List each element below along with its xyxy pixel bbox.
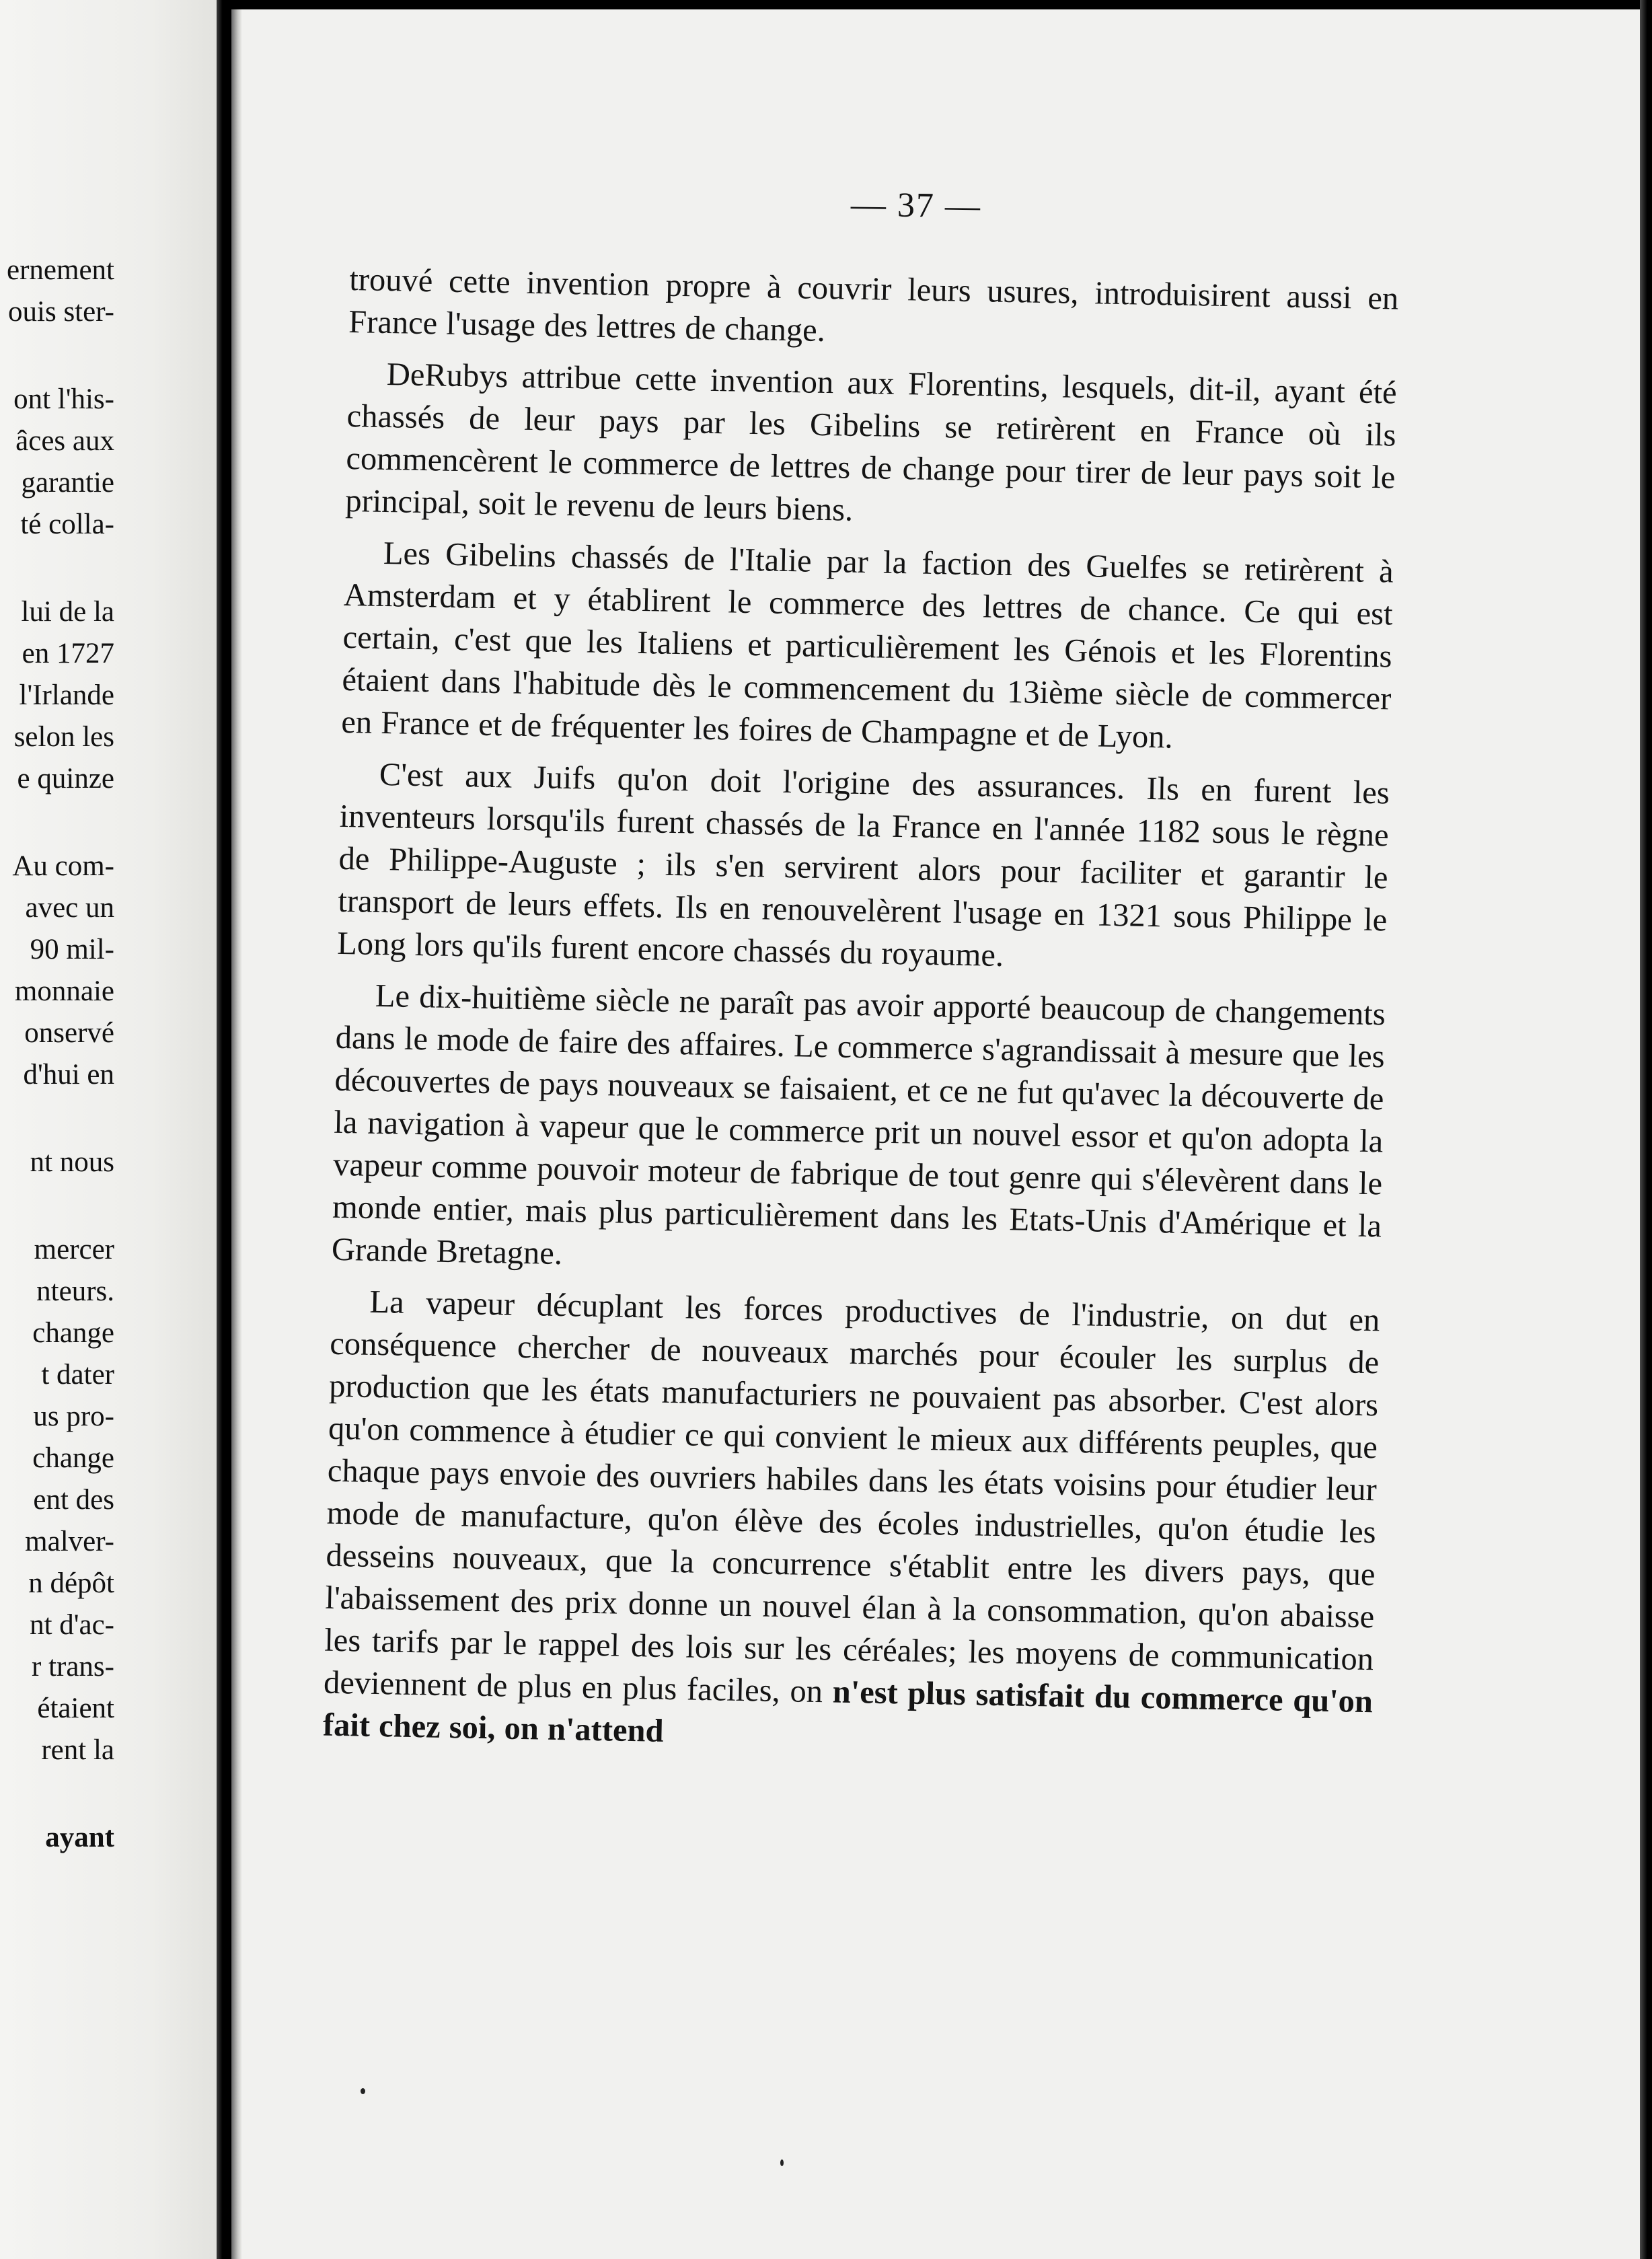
left-facing-page xyxy=(0,0,217,2259)
left-page-line: r trans- xyxy=(32,1651,114,1682)
paragraph-2: DeRubys attribue cette invention aux Florentins, lesquels, dit-il, ayant été chassés de leur pays par les Gibelins se retirèrent en France où ils commencèrent le commerce de lettres de change pour tirer de leur pays soit le principal, soit le revenu de leurs biens. xyxy=(344,357,1398,528)
left-page-line: Au com- xyxy=(12,850,114,882)
ink-speck xyxy=(780,2159,784,2166)
left-page-line: monnaie xyxy=(14,975,114,1007)
left-page-line: étaient xyxy=(37,1693,114,1724)
left-page-line: malver- xyxy=(25,1526,114,1557)
paragraph-5: Le dix-huitième siècle ne paraît pas avoir apporté beaucoup de changements dans le mode de faire des affaires. Le commerce s'agrandissait à mesure que les découvertes de pays nouveaux se faisaient, et ce ne fut qu'avec la découverte de la navigation à vapeur que le commerce prit un nouvel essor et qu'on adopta la vapeur comme pouvoir moteur de fabrique de tout genre qui s'élevèrent dans le monde entier, mais plus particulièrement dans les Etats-Unis d'Amérique et la Grande Bretagne. xyxy=(331,977,1386,1272)
left-page-line: garantie xyxy=(21,467,114,498)
left-page-line: ayant xyxy=(45,1822,114,1853)
main-page xyxy=(242,9,1640,2259)
left-page-line: l'Irlande xyxy=(19,679,114,711)
left-page-line: change xyxy=(32,1442,114,1474)
left-page-line: avec un xyxy=(25,892,114,924)
left-page-line: nteurs. xyxy=(36,1275,114,1307)
left-page-line: mercer xyxy=(34,1234,114,1265)
left-page-line: nt d'ac- xyxy=(30,1609,114,1641)
book-gutter xyxy=(217,0,231,2259)
last-line-bold: n'est plus satisfait du commerce qu'on fait chez soi, on n'attend xyxy=(322,1674,1374,1749)
left-page-line: n dépôt xyxy=(28,1567,114,1599)
gutter-shadow xyxy=(231,0,242,2259)
left-page-line: selon les xyxy=(13,721,114,753)
left-page-line: change xyxy=(32,1317,114,1349)
body-text xyxy=(322,258,1399,1775)
paragraph-1: trouvé cette invention propre à couvrir leurs usures, introduisirent aussi en France l'usage des lettres de change. xyxy=(348,261,1399,348)
page-number: — 37 — xyxy=(850,185,982,226)
left-page-line: e quinze xyxy=(17,763,114,794)
paragraph-4: C'est aux Juifs qu'on doit l'origine des assurances. Ils en furent les inventeurs lorsqu'ils furent chassés de la France en l'année 1182 sous le règne de Philippe-Auguste ; ils s'en servirent alors pour faciliter et garantir le transport de leurs effets. Ils en renouvelèrent l'usage en 1321 sous Philippe le Long lors qu'ils furent encore chassés du royaume. xyxy=(336,756,1390,973)
left-page-line: nt nous xyxy=(30,1146,114,1178)
left-page-line: ent des xyxy=(33,1484,114,1516)
right-scan-border xyxy=(1640,0,1652,2259)
left-page-line: us pro- xyxy=(33,1401,114,1432)
left-page-line: lui de la xyxy=(21,596,114,628)
left-page-line: ernement xyxy=(7,254,114,286)
left-page-line: en 1727 xyxy=(22,638,114,669)
paragraph-6-text: La vapeur décuplant les forces productives de l'industrie, on dut en conséquence chercher de nouveaux marchés pour écouler les surplus de production que les états manufacturiers ne pouvaient pas absorber. C'est alors qu'on commence à étudier ce qui convient le mieux aux différents peuples, que chaque pays envoie des ouvriers habiles dans les états voisins pour étudier leur mode de manufacture, qu'on élève des écoles industrielles, qu'on étudie les desseins nouveaux, que la concurrence s'établit entre les divers pays, que l'abaissement des prix donne un nouvel élan à la consommation, qu'on abaisse les tarifs par le rappel des lois sur les céréales; les moyens de communication deviennent de plus en plus faciles, on xyxy=(323,1284,1380,1710)
left-page-line: té colla- xyxy=(20,509,114,540)
left-page-line: âces aux xyxy=(15,425,114,457)
left-page-line: 90 mil- xyxy=(30,934,114,965)
left-page-line: t dater xyxy=(41,1359,114,1391)
left-page-line: d'hui en xyxy=(23,1059,114,1090)
left-page-text xyxy=(0,0,217,2259)
ink-speck xyxy=(361,2088,365,2094)
left-page-line: rent la xyxy=(41,1734,114,1766)
paragraph-3: Les Gibelins chassés de l'Italie par la faction des Guelfes se retirèrent à Amsterdam et y établirent le commerce des lettres de chance. Ce qui est certain, c'est que les Italiens et particulièrement les Génois et les Florentins étaient dans l'habitude dès le commencement du 13ième siècle de commercer en France et de fréquenter les foires de Champagne et de Lyon. xyxy=(340,535,1394,755)
top-scan-border xyxy=(231,0,1652,9)
left-page-line: ouis ster- xyxy=(8,296,114,328)
left-page-line: onservé xyxy=(24,1017,114,1049)
paragraph-6 xyxy=(322,1280,1380,1765)
left-page-line: ont l'his- xyxy=(13,383,114,415)
